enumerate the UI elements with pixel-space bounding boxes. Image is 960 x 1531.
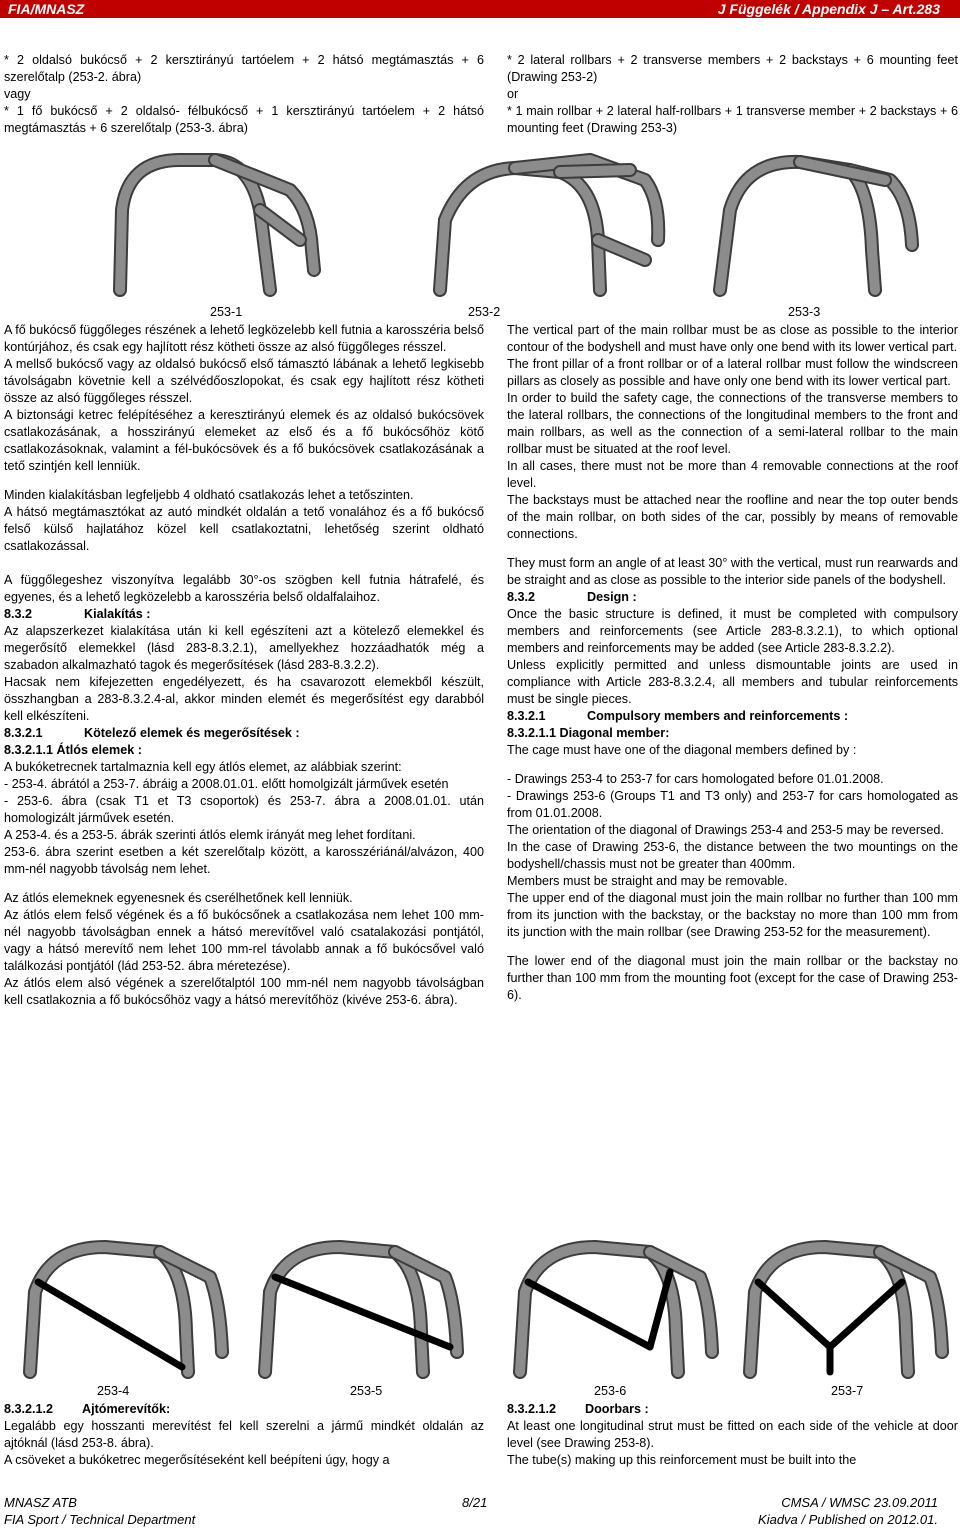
caption-253-6: 253-6 [594,1384,627,1398]
drawing-253-5 [245,1232,465,1382]
en-a3: In order to build the safety cage, the connections of the transverse members to the lateral rollbars, the connections of the longitudinal members to the front and main rollbars, as well as the connection of a semi-lateral rollbar to the main rollbar must be situated at the roof level. [507,391,958,456]
body-en [507,322,958,1004]
hu-e5: 253-6. ábra szerint esetben a két szerelőtalp között, a karosszériánál/alvázon, 400 mm-nél nagyobb távolság nem lehet. [4,845,484,876]
hu-heading-83211: 8.3.2.1.1 Átlós elemek : [4,743,142,757]
footer-left-1: MNASZ ATB [4,1495,77,1510]
caption-253-2: 253-2 [468,305,501,319]
en-g1: At least one longitudinal strut must be fitted on each side of the vehicle at door level (see Drawing 253-8). [507,1419,958,1450]
hu-heading-8321: 8.3.2.1 Kötelező elemek és megerősítések : [4,726,300,740]
footer-right-2: Kiadva / Published on 2012.01. [758,1512,938,1527]
en-heading-8322: 8.3.2.1.2 Doorbars : [507,1402,649,1416]
en-a1: The vertical part of the main rollbar must be as close as possible to the interior contour of the bodyshell and must have only one bend with its lower vertical part. [507,323,958,354]
en-heading-832: 8.3.2 Design : [507,590,637,604]
en-e3: The orientation of the diagonal of Drawings 253-4 and 253-5 may be reversed. [507,823,944,837]
en-e5: Members must be straight and may be removable. [507,874,788,888]
hu-heading-832: 8.3.2 Kialakítás : [4,607,151,621]
en-e6: The upper end of the diagonal must join the main rollbar no further than 100 mm from its junction with the backstay, or the backstay no more than 100 mm from its junction with the main rollbar (see Drawing 253-52 for the measurement). [507,891,958,939]
hu-a1: A fő bukócső függőleges részének a lehető legközelebb kell futnia a karosszéria belső kontúrjához, és csak egy hajlított rész kötheti össze az alsó függőleges résszel. [4,323,484,354]
en-heading-8321: 8.3.2.1 Compulsory members and reinforcements : [507,709,849,723]
hu-d1: Az alapszerkezet kialakítása után ki kell egészíteni azt a kötelező elemekkel és megerősítő elemekkel (lásd 283-8.3.2.1), amellyekhez hozzáadhatók még a szabadon alkalmazható tagok és megerősítések (lásd 283-8.3.2.2). [4,624,484,672]
hu-g2: A csöveket a bukóketrec megerősítéseként kell beépíteni úgy, hogy a [4,1453,390,1467]
footer-right-1: CMSA / WMSC 23.09.2011 [781,1495,938,1510]
hu-e4: A 253-4. és a 253-5. ábrák szerinti átlós elemk irányát meg lehet fordítani. [4,828,416,842]
en-a5: The backstays must be attached near the roofline and near the top outer bends of the main rollbar, on both sides of the car, possibly by means of removable connections. [507,493,958,541]
intro-en-3: * 1 main rollbar + 2 lateral half-rollbars + 1 transverse member + 2 backstays + 6 mounting feet (Drawing 253-3) [507,104,958,135]
en-d2: Unless explicitly permitted and unless dismountable joints are used in compliance with Article 283-8.3.2.4, all members and tubular reinforcements must be single pieces. [507,658,958,706]
en-c: They must form an angle of at least 30° with the vertical, must run rearwards and be straight and as close as possible to the interior side panels of the bodyshell. [507,556,958,587]
body-hu-bottom [4,1401,484,1469]
hu-b2: A hátsó megtámasztókat az autó mindkét oldalán a tető vonalához és a fő bukócső felső külső hajlatához közel kell csatlakoztatni, lehetőség szerint oldható csatlakozással. [4,505,484,553]
footer-page: 8/21 [462,1495,488,1510]
en-f: The lower end of the diagonal must join the main rollbar or the backstay no further than 100 mm from the mounting foot (except for the case of Drawing 253-6). [507,954,958,1002]
hu-f1: Az átlós elemeknek egyenesnek és cserélhetőnek kell lenniük. [4,891,353,905]
footer-left-2: FIA Sport / Technical Department [4,1512,196,1527]
en-g2: The tube(s) making up this reinforcement must be built into the [507,1453,857,1467]
hu-c: A függőlegeshez viszonyítva legalább 30°-os szögben kell futnia hátrafelé, és egyenes, és a lehető legközelebb a karosszéria belső oldalfalaihoz. [4,573,484,604]
figures-bottom [0,1232,960,1382]
intro-en-2: or [507,87,519,101]
hu-f3: Az átlós elem alsó végének a szerelőtalptól 100 mm-nél nem nagyobb távolságban kell csatlakoznia a fő bukócsőhöz vagy a hátsó merevítőhöz (kivéve 253-6. ábra). [4,976,484,1007]
en-e1: - Drawings 253-4 to 253-7 for cars homologated before 01.01.2008. [507,772,884,786]
intro-hu [4,52,484,137]
caption-253-7: 253-7 [831,1384,864,1398]
hu-a2: A mellső bukócső vagy az oldalsó bukócső első támasztó lábának a lehető legkisebb távolságabn követnie kell a szélvédőoszlopokat, és csak egy hajlított rész kötheti össze az alsó függőleges résszel. [4,357,484,405]
header-left: FIA/MNASZ [8,1,85,17]
caption-253-5: 253-5 [350,1384,383,1398]
hu-f2: Az átlós elem felső végének és a fő bukócsőnek a csatlakozása nem lehet 100 mm-nél nagyobb távolságban ennek a hátsó merevítővel való csatalakozási pontjától, vagy a hátsó merevítő nem lehet 100 mm-rel távolabb annak a fő bukócsővel való találkozási pontjától (lád 253-52. ábra méretezése). [4,908,484,973]
en-e2: - Drawings 253-6 (Groups T1 and T3 only) and 253-7 for cars homologated as from 01.01.2008. [507,789,958,820]
drawing-253-3 [700,150,930,300]
en-heading-83211: 8.3.2.1.1 Diagonal member: [507,726,670,740]
body-en-bottom [507,1401,958,1469]
en-e4: In the case of Drawing 253-6, the distance between the two mountings on the bodyshell/chassis must not be greater than 400mm. [507,840,958,871]
drawing-253-2 [420,150,680,300]
figures-top [0,150,960,300]
hu-heading-8322: 8.3.2.1.2 Ajtómerevítők: [4,1402,171,1416]
en-e0: The cage must have one of the diagonal members defined by : [507,743,857,757]
hu-a3: A biztonsági ketrec felépítéséhez a keresztirányú elemek és az oldalsó bukócsövek csatlakozásának, a hosszirányú elemeket az első és a fő bukócsőhöz kötő csatlakozásoknak, valamint a fél-bukócsövek és a fő bukócsövek csatlakozásának a tető szintjén kell lenniük. [4,408,484,473]
caption-253-1: 253-1 [210,305,243,319]
hu-e2: - 253-4. ábrától a 253-7. ábráig a 2008.01.01. előtt homolgizált járművek esetén [4,777,449,791]
hu-g1: Legalább egy hosszanti merevítést fel kell szerelni a jármű mindkét oldalán az ajtóknál (lásd 253-8. ábra). [4,1419,484,1450]
drawing-253-6 [500,1232,720,1382]
hu-e3: - 253-6. ábra (csak T1 et T3 csoportok) és 253-7. ábra a 2008.01.01. után homologizált járművek esetén. [4,794,484,825]
hu-e1: A bukóketrecnek tartalmaznia kell egy átlós elemet, az alábbiak szerint: [4,760,402,774]
en-a2: The front pillar of a front rollbar or of a lateral rollbar must follow the windscreen pillars as closely as possible and have only one bend with its lower vertical part. [507,357,958,388]
hu-d2: Hacsak nem kifejezetten engedélyezett, és ha csavarozott elemekből készült, összhangban a 283-8.3.2.4-al, akkor minden elemét és megerősítést egy darabból kell elkészíteni. [4,675,484,723]
drawing-253-4 [10,1232,230,1382]
caption-253-3: 253-3 [788,305,821,319]
intro-hu-3: * 1 fő bukócső + 2 oldalsó- félbukócső + 1 kersztirányú tartóelem + 2 hátsó megtámasztás + 6 szerelőtalp (253-3. ábra) [4,104,484,135]
en-d1: Once the basic structure is defined, it must be completed with compulsory members and reinforcements (see Article 283-8.3.2.1), to which optional members and reinforcements may be added (see Article 283-8.3.2.2). [507,607,958,655]
intro-en [507,52,958,137]
intro-hu-1: * 2 oldalsó bukócső + 2 kersztirányú tartóelem + 2 hátsó megtámasztás + 6 szerelőtalp (253-2. ábra) [4,53,484,84]
intro-en-1: * 2 lateral rollbars + 2 transverse members + 2 backstays + 6 mounting feet (Drawing 253-2) [507,53,958,84]
body-hu [4,322,484,1009]
drawing-253-7 [730,1232,950,1382]
drawing-253-1 [100,150,340,300]
en-a4: In all cases, there must not be more than 4 removable connections at the roof level. [507,459,958,490]
hu-b1: Minden kialakításban legfeljebb 4 oldható csatlakozás lehet a tetőszinten. [4,488,414,502]
intro-hu-2: vagy [4,87,31,101]
caption-253-4: 253-4 [97,1384,130,1398]
header-right: J Függelék / Appendix J – Art.283 [717,1,940,17]
page-header [0,0,960,18]
